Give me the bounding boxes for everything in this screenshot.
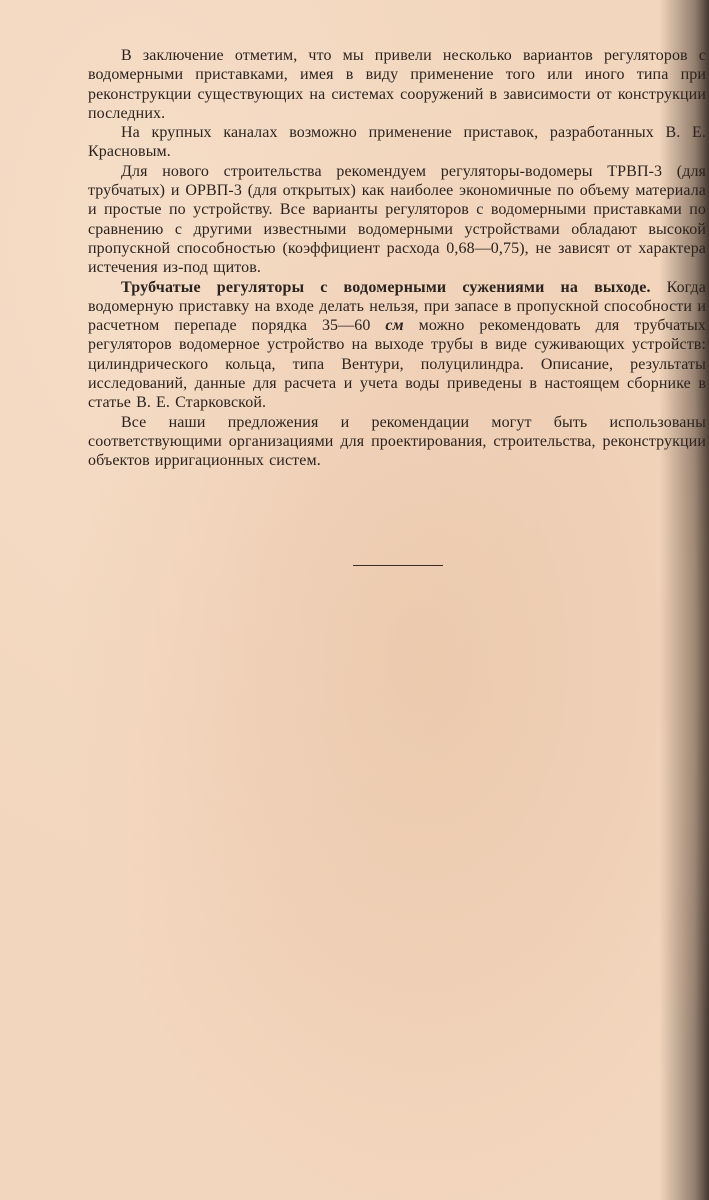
paragraph-conclusion: В заключение отметим, что мы привели несколько вариантов регуляторов с водомерными приставками, имея в виду применение того или иного типа при реконструкции существующих на системах сооружений в зависимости от конструкции последних. [88, 47, 706, 122]
paragraph-large-canals: На крупных каналах возможно применение приставок, разработанных В. Е. Красновым. [88, 124, 706, 161]
section-text-before-unit: Когда водомерную приставку на входе делать нельзя, при запасе в пропускной способности и расчетном перепаде порядка 35—60 [88, 278, 706, 335]
paragraph-new-construction: Для нового строительства рекомендуем регуляторы-водомеры ТРВП-3 (для трубчатых) и ОРВП-3 (для открытых) как наиболее экономичные по объему материала и простые по устройству. Все варианты регуляторов с водомерными приставками по сравнению с другими известными водомерными устройствами обладают высокой пропускной способностью (коэффициент расхода 0,68—0,75), не зависят от характера истечения из-под щитов. [88, 162, 706, 277]
end-rule-divider [353, 565, 443, 566]
document-page [88, 46, 706, 471]
section-text-after-unit: можно рекомендовать для трубчатых регуляторов водомерное устройство на выходе трубы в виде суживающих устройств: цилиндрического кольца, типа Вентури, полуцилиндра. Описание, результаты исследований, данные для расчета и учета воды приведены в настоящем сборнике в статье В. Е. Старковской. [88, 317, 706, 412]
section-heading: Трубчатые регуляторы с водомерными сужениями на выходе. [121, 278, 651, 296]
unit-label: см [385, 317, 404, 335]
paragraph-closing: Все наши предложения и рекомендации могут быть использованы соответствующими организациями для проектирования, строительства, реконструкции объектов ирригационных систем. [88, 413, 706, 470]
paragraph-tubular-regulators [88, 278, 706, 413]
